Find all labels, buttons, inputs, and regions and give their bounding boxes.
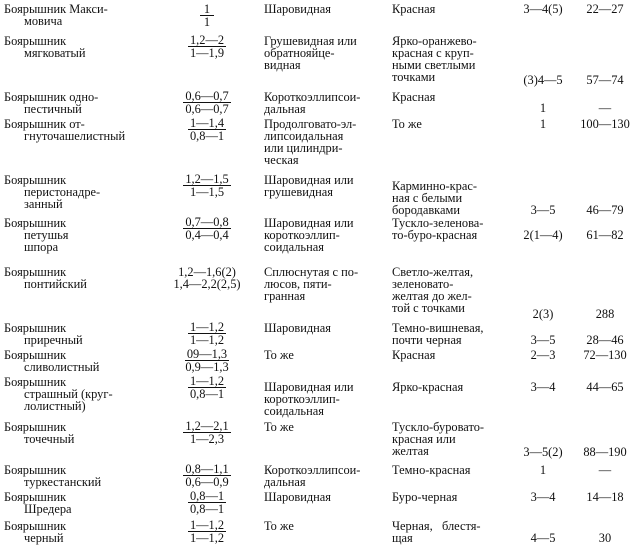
color-line: Красная [392,2,436,16]
fruit-shape [264,464,392,488]
size-numerator: 1—1,2 [189,374,225,388]
color-line: бородавками [392,203,460,217]
color-line: красная или [392,432,456,446]
name-line: туркестанский [24,475,102,489]
seed-count: 3—4(5) [523,2,563,16]
fruit-shape [264,91,392,115]
seed-count: 1 [539,101,547,115]
shape-line: грушевидная [264,185,333,199]
fruit-shape [264,322,392,334]
fruit-shape [264,266,392,302]
name-line: сливолистный [24,360,100,374]
shape-line: Грушевидная или [264,34,357,48]
fruit-weight: 46—79 [586,203,624,217]
name-line: Боярышник [4,265,67,279]
fruit-size [140,349,274,373]
fruit-color [392,322,520,346]
fruit-color [392,118,520,130]
fruit-size [140,35,274,59]
fruit-color [392,349,520,361]
fruit-weight: 72—130 [583,348,627,362]
name-line: лолистный) [24,399,86,413]
seed-count: (3)4—5 [523,73,563,87]
name-line: Боярышник [4,375,67,389]
name-line: шпора [24,240,59,254]
fruit-weight: 14—18 [586,490,624,504]
color-line: то-буро-красная [392,228,478,242]
shape-line: Продолговато-эл- [264,117,357,131]
color-line: точками [392,70,436,84]
seed-count: 2(3) [532,307,554,321]
color-line: красная с круп- [392,46,474,60]
shape-line: Сплюснутая с по- [264,265,359,279]
color-line: Темно-красная [392,463,471,477]
fruit-shape [264,381,392,417]
fruit-weight: 61—82 [586,228,624,242]
name-line: Боярышник [4,490,67,504]
name-line: Боярышник одно- [4,90,99,104]
fruit-shape [264,491,392,503]
fruit-shape [264,349,392,361]
color-line: Красная [392,348,436,362]
size-denominator: 0,9—1,3 [185,360,229,374]
shape-line: обратнояйце- [264,46,335,60]
fruit-color [392,464,520,476]
size-numerator: 1—1,2 [189,320,225,334]
fruit-shape [264,118,392,166]
shape-line: Шаровидная или [264,380,354,394]
name-line: мовича [24,14,63,28]
shape-line: короткоэллип- [264,228,340,242]
name-line: черный [24,531,64,545]
shape-line: Шаровидная или [264,216,354,230]
shape-line: Короткоэллипсои- [264,463,361,477]
size-numerator: 1—1,2 [189,518,225,532]
color-line: То же [392,117,422,131]
size-numerator: 0,8—1,1 [185,462,229,476]
seed-count: 2(1—4) [523,228,563,242]
fruit-weight: — [598,101,612,115]
color-line: Ярко-красная [392,380,464,394]
color-line: Светло-желтая, [392,265,474,279]
size-denominator: 0,4—0,4 [185,228,229,242]
fruit-color [392,91,520,103]
shape-line: То же [264,348,294,362]
seed-count: 3—4 [530,490,556,504]
size-denominator: 1—1,2 [189,531,225,545]
fruit-size [140,464,274,488]
size-denominator: 1 [203,15,211,29]
seed-count: 3—5(2) [523,445,563,459]
fruit-size [140,266,274,290]
fruit-shape [264,217,392,253]
fruit-weight: — [598,463,612,477]
seed-count: 3—5 [530,333,556,347]
name-line: мягковатый [24,46,86,60]
shape-line: липсоидальная [264,129,344,143]
name-line: Боярышник Макси- [4,2,108,16]
seed-count: 4—5 [530,531,556,545]
fruit-size [140,174,274,198]
size-numerator: 1,2—1,6(2) [178,265,236,279]
color-line: Темно-вишневая, [392,321,484,335]
size-numerator: 1,2—2,1 [185,419,229,433]
name-line: Боярышник [4,173,67,187]
shape-line: или цилиндри- [264,141,343,155]
name-line: петушья [24,228,69,242]
fruit-size [140,520,274,544]
name-line: гнуточашелистный [24,129,126,143]
shape-line: дальная [264,475,306,489]
size-numerator: 0,7—0,8 [185,215,229,229]
seed-count: 3—4 [530,380,556,394]
color-line: Красная [392,90,436,104]
shape-line: Короткоэллипсои- [264,90,361,104]
fruit-color [392,3,520,15]
shape-line: Шаровидная [264,490,332,504]
color-line: зеленовато- [392,277,454,291]
name-line: Боярышник [4,34,67,48]
fruit-size [140,421,274,445]
name-line: страшный (круг- [24,387,113,401]
fruit-shape [264,174,392,198]
fruit-weight: 57—74 [586,73,624,87]
fruit-shape [264,520,392,532]
size-numerator: 1 [200,3,214,16]
size-numerator: 1,2—1,5 [185,172,229,186]
size-numerator: 0,6—0,7 [185,89,229,103]
color-line: ными светлыми [392,58,476,72]
color-line: той с точками [392,301,465,315]
color-line: ная с белыми [392,191,463,205]
seed-count: 1 [539,463,547,477]
size-denominator: 0,8—1 [189,387,225,401]
name-line: Боярышник [4,519,67,533]
fruit-size [140,217,274,241]
color-line: Черная, блестя- [392,519,481,533]
name-line: перистонадре- [24,185,101,199]
name-line: пестичный [24,102,82,116]
shape-line: Шаровидная [264,2,332,16]
fruit-weight: 88—190 [583,445,627,459]
fruit-size [140,118,274,142]
size-denominator: 0,8—1 [189,129,225,143]
fruit-weight: 30 [598,531,612,545]
color-line: Ярко-оранжево- [392,34,477,48]
seed-count: 1 [539,117,547,131]
shape-line: соидальная [264,404,324,418]
color-line: щая [392,531,413,545]
name-line: Боярышник [4,463,67,477]
color-line: Буро-черная [392,490,458,504]
fruit-size [140,3,274,28]
name-line: Боярышник [4,321,67,335]
name-line: Боярышник [4,420,67,434]
name-line: занный [24,197,63,211]
size-numerator: 09—1,3 [186,347,228,361]
shape-line: люсов, пяти- [264,277,332,291]
fruit-color [392,491,520,503]
size-denominator: 0,6—0,7 [185,102,229,116]
shape-line: ческая [264,153,299,167]
shape-line: Шаровидная или [264,173,354,187]
size-numerator: 0,8—1 [189,489,225,503]
seed-count: 3—5 [530,203,556,217]
seed-count: 2—3 [530,348,556,362]
size-numerator: 1—1,4 [189,116,225,130]
color-line: почти черная [392,333,462,347]
size-denominator: 1—2,3 [189,432,225,446]
shape-line: соидальная [264,240,324,254]
fruit-shape [264,3,392,15]
fruit-shape [264,35,392,71]
color-line: желтая до жел- [392,289,472,303]
fruit-shape [264,421,392,433]
color-line: желтая [392,444,429,458]
fruit-size [140,491,274,515]
fruit-weight: 44—65 [586,380,624,394]
fruit-weight: 288 [595,307,615,321]
shape-line: То же [264,519,294,533]
shape-line: Шаровидная [264,321,332,335]
fruit-color [392,266,520,314]
fruit-color [392,35,520,83]
color-line: Тускло-буровато- [392,420,485,434]
fruit-size [140,91,274,115]
size-denominator: 1—1,5 [189,185,225,199]
fruit-size [140,376,274,400]
fruit-weight: 22—27 [586,2,624,16]
size-denominator: 1,4—2,2(2,5) [173,277,241,291]
shape-line: гранная [264,289,306,303]
fruit-color [392,421,520,457]
fruit-color [392,381,520,393]
name-line: Шредера [24,502,72,516]
color-line: Тускло-зеленова- [392,216,484,230]
name-line: Боярышник [4,348,67,362]
shape-line: То же [264,420,294,434]
name-line: точечный [24,432,75,446]
size-denominator: 0,6—0,9 [185,475,229,489]
size-denominator: 1—1,9 [189,46,225,60]
fruit-color [392,180,520,216]
name-line: Боярышник от- [4,117,85,131]
name-line: приречный [24,333,83,347]
size-numerator: 1,2—2 [189,33,225,47]
name-line: Боярышник [4,216,67,230]
color-line: Карминно-крас- [392,179,478,193]
fruit-weight: 28—46 [586,333,624,347]
shape-line: дальная [264,102,306,116]
size-denominator: 1—1,2 [189,333,225,347]
size-denominator: 0,8—1 [189,502,225,516]
shape-line: видная [264,58,301,72]
name-line: понтийский [24,277,87,291]
fruit-weight: 100—130 [580,117,630,131]
shape-line: короткоэллип- [264,392,340,406]
fruit-color [392,217,520,241]
fruit-color [392,520,520,544]
fruit-size [140,322,274,346]
